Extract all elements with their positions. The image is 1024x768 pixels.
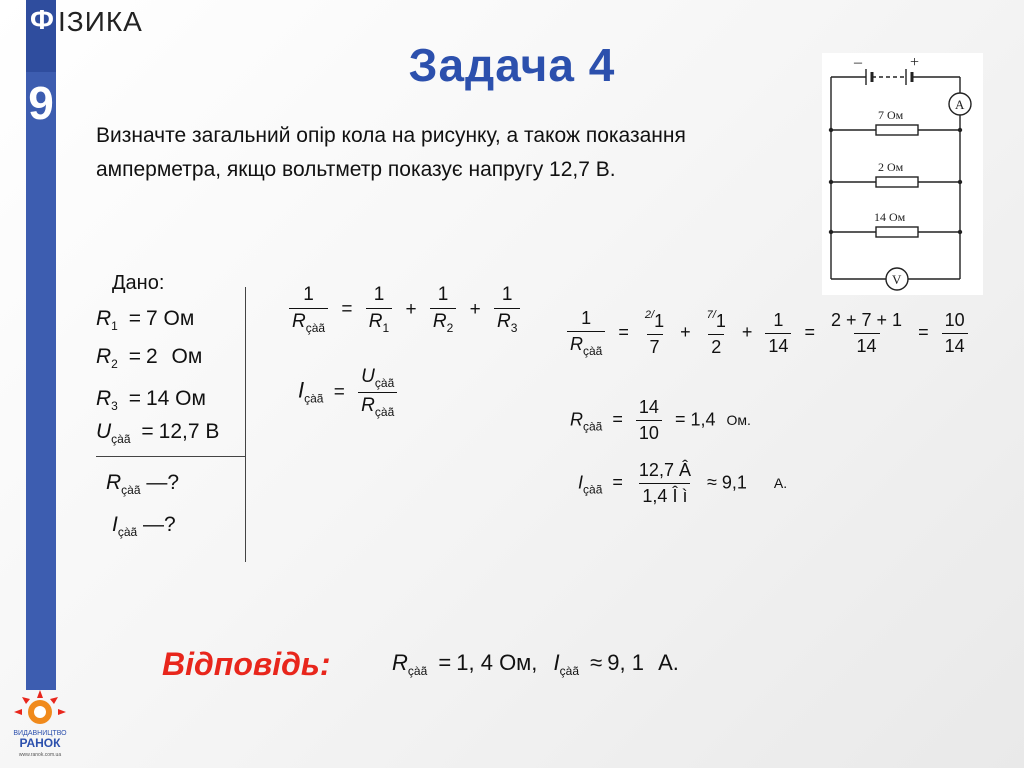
- find-i-total: $I_{çàã}$ —?: [112, 513, 176, 539]
- resistor-3-label: 14 Ом: [874, 210, 906, 224]
- junction-dot: [829, 180, 833, 184]
- circuit-diagram: [822, 53, 983, 295]
- find-r-total: $R_{çàã}$ —?: [106, 471, 180, 497]
- publisher-logo: [8, 688, 72, 760]
- junction-dot: [829, 128, 833, 132]
- answer-label: Відповідь:: [162, 646, 331, 682]
- calc-total-resistance-inverse: $\frac{1}{R_{çàã}}$ = $\frac{^{2/}1}{7}$ + $\frac{^{7/}1}{2}$ + $\frac{1}{14}$ = $\frac{2 + 7 + 1}{14}$ = $\frac{10}{14}$: [564, 308, 971, 358]
- battery-minus-label: –: [854, 54, 862, 71]
- junction-dot: [958, 180, 962, 184]
- subject-first-letter: Ф: [30, 4, 54, 35]
- resistor-2: [876, 177, 918, 187]
- grade-number: 9: [28, 77, 54, 129]
- given-r2: $R_2 = 2$ Ом: [96, 345, 203, 371]
- given-horizontal-divider: [96, 456, 246, 457]
- logo-line1: ВИДАВНИЦТВО: [13, 730, 67, 737]
- voltmeter-label: V: [892, 272, 902, 287]
- subject-title: ІЗИКА: [58, 6, 143, 37]
- resistor-2-label: 2 Ом: [878, 160, 904, 174]
- page-title: Задача 4: [408, 39, 616, 91]
- sun-logo-icon: [8, 688, 72, 760]
- problem-text: Визначте загальний опір кола на рисунку, а також показання амперметра, якщо вольтметр показує напругу 12,7 В.: [96, 124, 686, 181]
- answer-expression: $R_{çàã} = 1$, 4 Ом, $I_{çàã} \approx 9$, 1 А.: [392, 650, 679, 678]
- given-r3: $R_3 = 14$ Ом: [96, 387, 206, 413]
- resistor-1: [876, 125, 918, 135]
- given-label: Дано:: [112, 272, 165, 294]
- formula-parallel-resistance: $\frac{1}{R_{çàã}}$ = $\frac{1}{R_1}$ + $\frac{1}{R_2}$ + $\frac{1}{R_3}$: [286, 284, 523, 335]
- resistor-3: [876, 227, 918, 237]
- logo-line2: РАНОК: [19, 736, 61, 750]
- circuit-svg: [822, 53, 983, 295]
- calc-total-resistance: $R_{çàã}$ = $\frac{14}{10}$ = 1,4 Ом.: [570, 397, 751, 443]
- formula-ohms-law: $I_{çàã}$ = $\frac{U_{çàã}}{R_{çàã}}$: [298, 366, 400, 419]
- ammeter-label: A: [955, 97, 965, 112]
- resistor-1-label: 7 Ом: [878, 108, 904, 122]
- given-vertical-divider: [245, 287, 246, 562]
- logo-line3: www.ranok.com.ua: [18, 752, 62, 758]
- junction-dot: [958, 128, 962, 132]
- calc-total-current: $I_{çàã}$ = $\frac{12,7 Â}{\text{1,4 Î ì}}$ ≈ 9,1 А.: [578, 460, 788, 506]
- given-r1: $R_1 = 7$ Ом: [96, 307, 195, 333]
- junction-dot: [829, 230, 833, 234]
- junction-dot: [958, 230, 962, 234]
- battery-plus-label: +: [910, 54, 920, 71]
- given-u: $U_{çàã} = 12,7$ В: [96, 420, 220, 446]
